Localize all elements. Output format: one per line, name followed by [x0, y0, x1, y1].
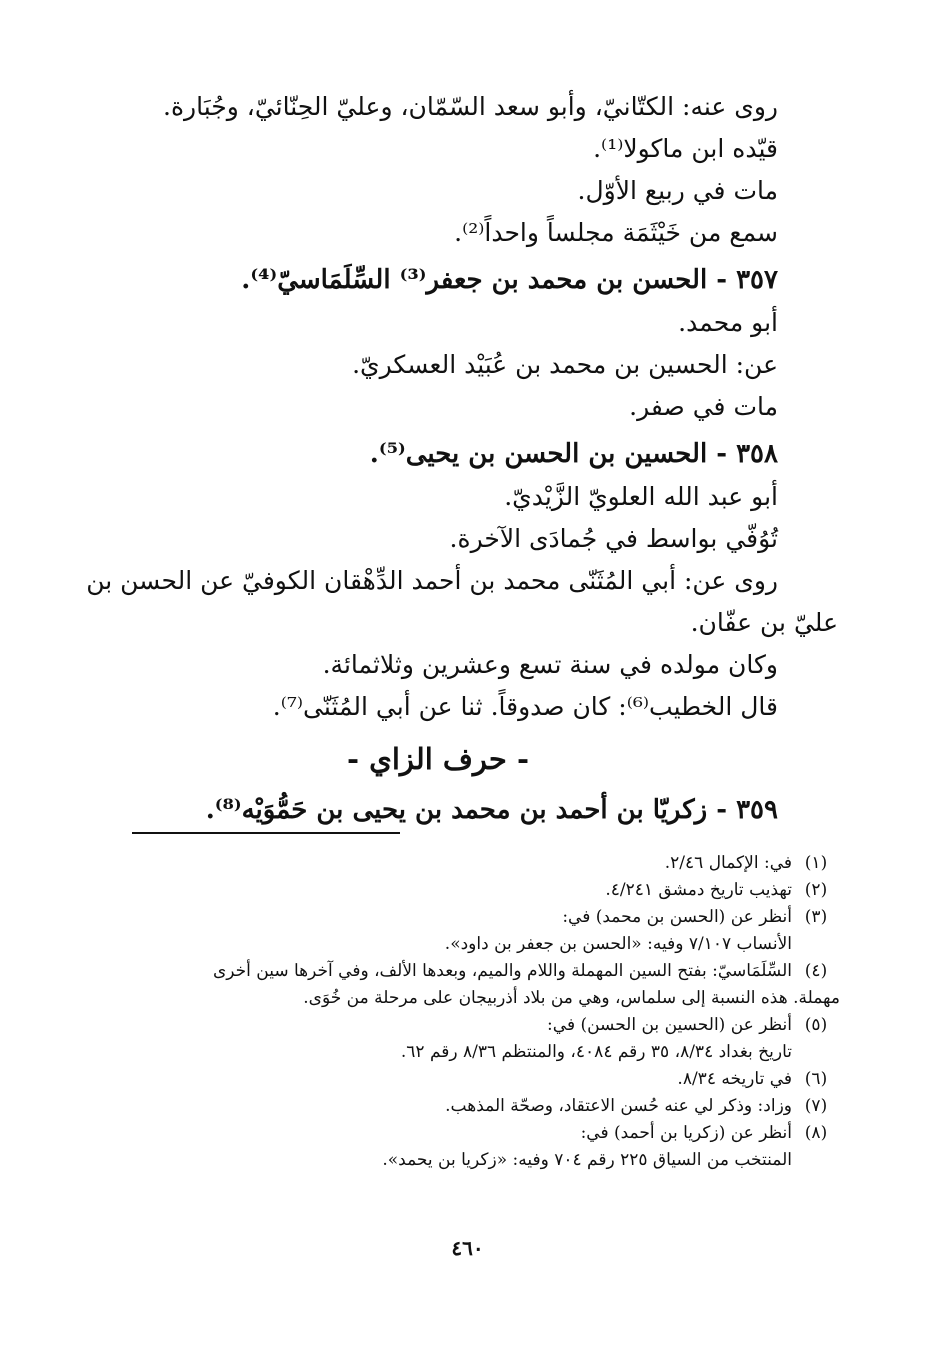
footnote-text: السِّلَمَاسيّ: بفتح السين المهملة واللام والميم، وبعدها الألف، وفي آخرها سين أخرى	[212, 961, 792, 981]
text-line: روى عن: أبي المُثَنّى محمد بن أحمد الدِّهْقان الكوفيّ عن الحسن بن	[86, 566, 778, 595]
text-line: أبو محمد.	[678, 308, 778, 337]
body-text	[86, 86, 838, 832]
footnote	[120, 1012, 840, 1039]
footnote-text: أنظر عن (الحسين بن الحسن) في:	[547, 1015, 792, 1035]
footnote	[120, 850, 840, 877]
footnotes	[120, 850, 840, 1174]
footnote-text: أنظر عن (زكريا بن أحمد) في:	[580, 1123, 792, 1143]
text-line: مات في ربيع الأوّل.	[577, 176, 778, 205]
text-line: قال الخطيب⁽⁶⁾: كان صدوقاً. ثنا عن أبي المُثَنّى⁽⁷⁾.	[272, 692, 778, 721]
footnote-continuation: الأنساب ٧/١٠٧ وفيه: «الحسن بن جعفر بن داود».	[444, 934, 792, 954]
footnote-divider	[132, 832, 400, 834]
section-heading: - حرف الزاي -	[346, 742, 529, 776]
footnote-continuation: مهملة. هذه النسبة إلى سلماس، وهي من بلاد أذربيجان على مرحلة من خُوَى.	[303, 988, 840, 1008]
footnote-continuation: تاريخ بغداد ٨/٣٤، ٣٥ رقم ٤٠٨٤، والمنتظم ٨/٣٦ رقم ٦٢.	[400, 1042, 792, 1062]
footnote-text: أنظر عن (الحسن بن محمد) في:	[562, 907, 792, 927]
footnote-text: في تاريخه ٨/٣٤.	[677, 1069, 792, 1089]
footnote-number: (٧)	[804, 1096, 828, 1116]
footnote-number: (١)	[804, 853, 828, 873]
text-line: عليّ بن عفّان.	[690, 608, 838, 637]
text-line: سمع من خَيْثَمَة مجلساً واحداً⁽²⁾.	[454, 218, 778, 247]
text-line: أبو عبد الله العلويّ الزَّيْديّ.	[504, 482, 778, 511]
footnote-text: وزاد: وذكر لي عنه حُسن الاعتقاد، وصحّة المذهب.	[445, 1096, 792, 1116]
entry-title-357: ٣٥٧ - الحسن بن محمد بن جعفر⁽³⁾ السِّلَمَاسيّ⁽⁴⁾.	[241, 265, 778, 295]
footnote	[120, 1066, 840, 1093]
text-line: مات في صفر.	[629, 392, 778, 421]
footnote-number: (٨)	[804, 1123, 828, 1143]
footnote-text: تهذيب تاريخ دمشق ٤/٢٤١.	[605, 880, 792, 900]
footnote-continuation: المنتخب من السياق ٢٢٥ رقم ٧٠٤ وفيه: «زكريا بن يحمد».	[382, 1150, 792, 1170]
text-line: عن: الحسين بن محمد بن عُبَيْد العسكريّ.	[352, 350, 778, 379]
footnote	[120, 958, 840, 985]
entry-title-359: ٣٥٩ - زكريّا بن أحمد بن محمد بن يحيى بن حَمُّوَيْه⁽⁸⁾.	[205, 795, 778, 825]
footnote-number: (٦)	[804, 1069, 828, 1089]
text-line: قيّده ابن ماكولا⁽¹⁾.	[593, 134, 778, 163]
text-line: تُوُفّي بواسط في جُمادَى الآخرة.	[449, 524, 778, 553]
footnote-text: في: الإكمال ٢/٤٦.	[664, 853, 792, 873]
page-number: ٤٦٠	[451, 1236, 484, 1260]
footnote-number: (٣)	[804, 907, 828, 927]
footnote-number: (٥)	[804, 1015, 828, 1035]
footnote-number: (٤)	[804, 961, 828, 981]
footnote	[120, 1093, 840, 1120]
footnote-number: (٢)	[804, 880, 828, 900]
footnote	[120, 1120, 840, 1147]
text-line: وكان مولده في سنة تسع وعشرين وثلاثمائة.	[322, 650, 778, 679]
text-line: روى عنه: الكتّانيّ، وأبو سعد السّمّان، وعليّ الحِنّائيّ، وجُبَارة.	[163, 92, 778, 121]
entry-title-358: ٣٥٨ - الحسين بن الحسن بن يحيى⁽⁵⁾.	[369, 439, 778, 469]
footnote	[120, 904, 840, 931]
footnote	[120, 877, 840, 904]
